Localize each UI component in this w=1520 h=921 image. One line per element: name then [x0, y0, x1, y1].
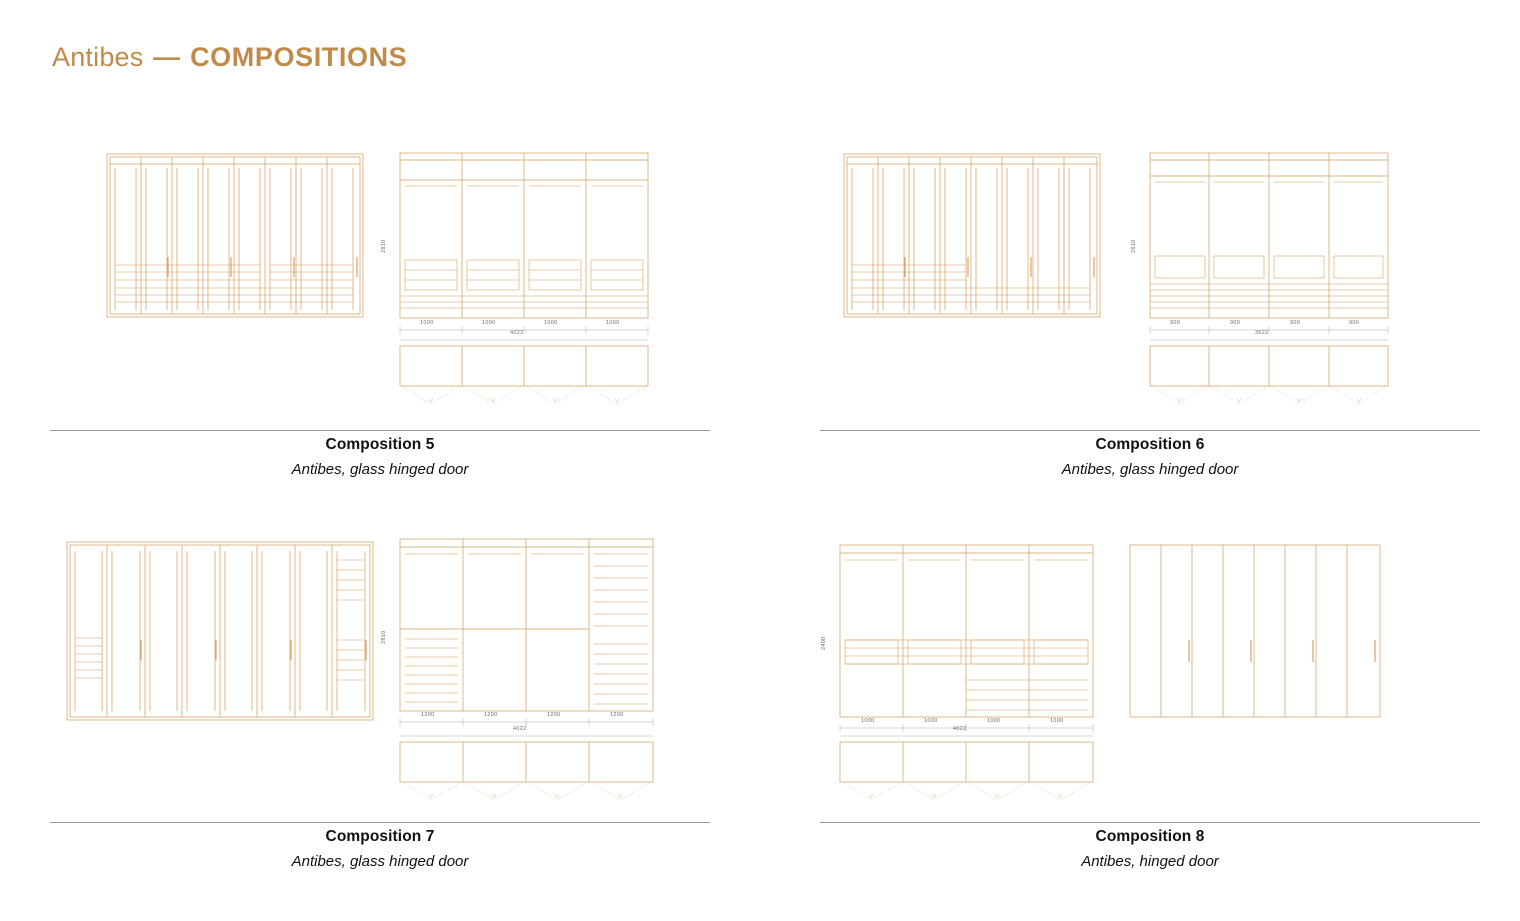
module-width-label-3: 1200: [547, 712, 561, 718]
module-width-label-4: 900: [1349, 320, 1360, 326]
module-width-label-1: 1000: [420, 320, 434, 326]
interior-elevation-view: [821, 540, 1100, 735]
plan-view: [395, 330, 655, 408]
height-dimension-label: 2810: [381, 630, 387, 644]
composition-subtitle: Antibes, glass hinged door: [1061, 461, 1239, 478]
total-width-label: 3622: [1255, 330, 1269, 336]
caption-divider: [820, 430, 1480, 431]
title-separator: —: [153, 42, 181, 72]
composition-subtitle: Antibes, hinged door: [1081, 853, 1219, 870]
composition-title: Composition 7: [325, 828, 435, 845]
composition-subtitle: Antibes, glass hinged door: [291, 461, 469, 478]
composition-5-drawings: [50, 120, 750, 425]
front-elevation-view: [842, 152, 1102, 322]
plan-view: [395, 726, 660, 804]
composition-8-drawings: [820, 512, 1520, 817]
module-width-label-3: 1000: [987, 718, 1001, 724]
front-elevation-view: [105, 152, 365, 322]
module-width-label-3: 900: [1290, 320, 1301, 326]
composition-7-caption: [50, 828, 710, 870]
composition-8-caption: [820, 828, 1480, 870]
plan-view: [1145, 330, 1395, 408]
front-elevation-view: [65, 540, 375, 725]
module-width-label-4: 1000: [606, 320, 620, 326]
module-width-label-1: 1000: [861, 718, 875, 724]
composition-title: Composition 6: [1095, 436, 1205, 453]
caption-divider: [820, 822, 1480, 823]
module-width-label-2: 1200: [484, 712, 498, 718]
composition-card-7: [50, 512, 750, 907]
section-title: COMPOSITIONS: [190, 42, 408, 72]
composition-card-8: [820, 512, 1520, 907]
caption-divider: [50, 430, 710, 431]
height-dimension-label: 2810: [1131, 239, 1137, 253]
module-width-label-1: 1200: [421, 712, 435, 718]
total-width-label: 4022: [510, 330, 524, 336]
module-width-label-4: 1200: [610, 712, 624, 718]
composition-card-5: [50, 120, 750, 515]
module-width-label-2: 1000: [482, 320, 496, 326]
interior-elevation-view: [1131, 148, 1395, 338]
brand-name: Antibes: [52, 42, 144, 72]
composition-title: Composition 8: [1095, 828, 1205, 845]
module-width-label-4: 1000: [1050, 718, 1064, 724]
composition-6-drawings: [820, 120, 1520, 425]
composition-7-drawings: [50, 512, 750, 817]
module-width-label-2: 1000: [924, 718, 938, 724]
composition-6-caption: [820, 436, 1480, 478]
module-width-label-1: 900: [1170, 320, 1181, 326]
total-width-label: 4022: [513, 726, 527, 732]
interior-elevation-view: [381, 534, 660, 729]
caption-divider: [50, 822, 710, 823]
module-width-label-3: 1000: [544, 320, 558, 326]
plan-view: [835, 726, 1100, 804]
module-width-label-2: 900: [1230, 320, 1241, 326]
composition-card-6: [820, 120, 1520, 515]
height-dimension-label: 2810: [381, 239, 387, 253]
composition-5-caption: [50, 436, 710, 478]
interior-elevation-view: [381, 148, 655, 338]
front-elevation-view: [1125, 540, 1385, 725]
page-title: [52, 42, 407, 73]
composition-subtitle: Antibes, glass hinged door: [291, 853, 469, 870]
composition-title: Composition 5: [325, 436, 435, 453]
total-width-label: 4022: [953, 726, 967, 732]
height-dimension-label: 2400: [821, 636, 827, 650]
